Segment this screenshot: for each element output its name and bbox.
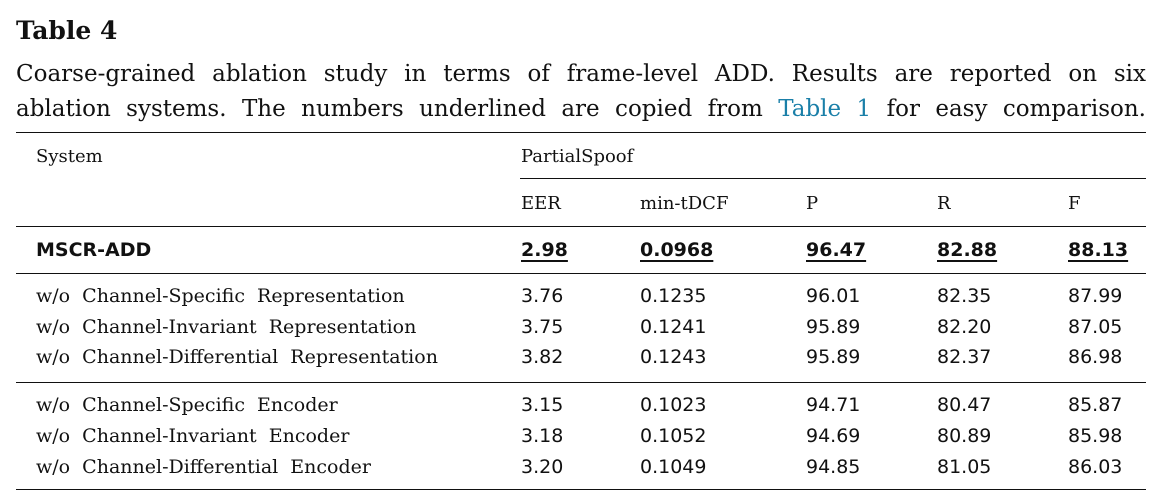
header-eer: EER [521,193,561,214]
table-row-r: 82.20 [937,316,992,338]
table-row-r: 82.37 [937,346,992,368]
table-row-eer: 3.15 [521,394,564,416]
table-row-eer: 3.82 [521,346,564,368]
baseline-system: MSCR-ADD [36,239,152,261]
table-label: Table 4 [16,16,118,45]
header-rule [16,226,1146,227]
group-rule [520,178,1146,179]
table-row-p: 94.69 [806,425,861,447]
table-row-p: 95.89 [806,316,861,338]
table-row-f: 86.98 [1068,346,1123,368]
table-row-p: 95.89 [806,346,861,368]
caption-text-pre: ablation systems. The numbers underlined are copied from [16,96,779,122]
table-row-p: 96.01 [806,285,861,307]
table-row-min-tdcf: 0.1052 [640,425,707,447]
header-r: R [937,193,951,214]
table-row-system: w/o Channel-Specific Encoder [36,394,338,416]
table-row-min-tdcf: 0.1049 [640,456,707,478]
table-row-eer: 3.20 [521,456,564,478]
header-min-tdcf: min-tDCF [640,193,729,214]
table-row-eer: 3.18 [521,425,564,447]
baseline-p: 96.47 [806,239,867,261]
table-row-min-tdcf: 0.1235 [640,285,707,307]
table-row-r: 81.05 [937,456,992,478]
baseline-eer: 2.98 [521,239,568,261]
top-rule [16,132,1146,133]
baseline-r: 82.88 [937,239,998,261]
table-row-r: 82.35 [937,285,992,307]
caption-text-post: for easy comparison. [871,96,1146,122]
baseline-min-tdcf: 0.0968 [640,239,714,261]
table-row-r: 80.47 [937,394,992,416]
table-row-p: 94.71 [806,394,861,416]
header-system: System [36,146,103,167]
table-row-f: 86.03 [1068,456,1123,478]
header-p: P [806,193,819,214]
table-row-f: 85.87 [1068,394,1123,416]
table-row-min-tdcf: 0.1023 [640,394,707,416]
table-row-f: 87.05 [1068,316,1123,338]
table-row-f: 85.98 [1068,425,1123,447]
table-row-system: w/o Channel-Invariant Encoder [36,425,350,447]
table-row-f: 87.99 [1068,285,1123,307]
header-f: F [1068,193,1081,214]
table-caption [16,57,1146,127]
caption-line-2 [16,92,1146,127]
table-1-link[interactable]: Table 1 [778,96,872,122]
table-row-r: 80.89 [937,425,992,447]
table-row-p: 94.85 [806,456,861,478]
table-row-system: w/o Channel-Differential Representation [36,346,438,368]
table-row-system: w/o Channel-Differential Encoder [36,456,371,478]
bottom-rule [16,489,1146,490]
baseline-rule [16,273,1146,274]
table-row-min-tdcf: 0.1241 [640,316,707,338]
table-row-system: w/o Channel-Specific Representation [36,285,405,307]
group-separator-rule [16,382,1146,383]
header-partialspoof: PartialSpoof [521,146,634,167]
caption-line-1: Coarse-grained ablation study in terms of frame-level ADD. Results are reported on six [16,61,1146,87]
table-row-eer: 3.75 [521,316,564,338]
table-row-min-tdcf: 0.1243 [640,346,707,368]
table-row-eer: 3.76 [521,285,564,307]
table-row-system: w/o Channel-Invariant Representation [36,316,417,338]
baseline-f: 88.13 [1068,239,1129,261]
